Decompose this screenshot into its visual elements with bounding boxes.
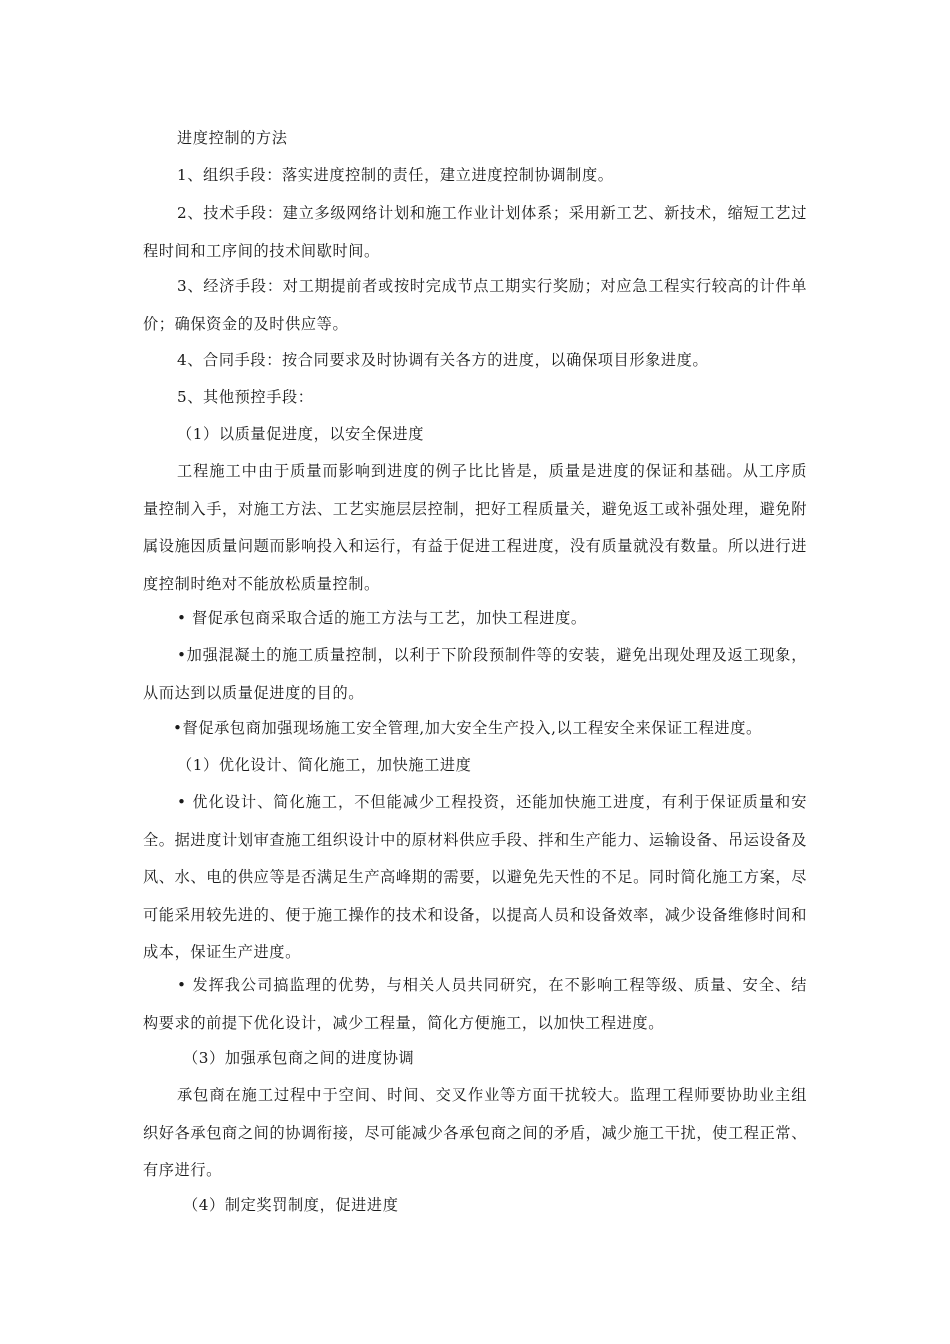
- subheading-contractor-coordination: （3）加强承包商之间的进度协调: [183, 1049, 415, 1067]
- bullet-optimize-design: • 优化设计、简化施工，不但能减少工程投资，还能加快施工进度，有利于保证质量和安全。据进度计划审查施工组织设计中的原材料供应手段、拌和生产能力、运输设备、吊运设备及风、水、电的供应等是否满足生产高峰期的需要，以避免先天性的不足。同时简化施工方案，尽可能采用较先进的、便于施工操作的技术和设备，以提高人员和设备效率，减少设备维修时间和成本，保证生产进度。: [143, 793, 807, 961]
- paragraph-organization: 1、组织手段：落实进度控制的责任，建立进度控制协调制度。: [177, 166, 614, 184]
- bullet-construction-method: • 督促承包商采取合适的施工方法与工艺，加快工程进度。: [177, 609, 587, 627]
- paragraph-other-measures: 5、其他预控手段：: [177, 388, 314, 406]
- subheading-quality-safety: （1）以质量促进度，以安全保进度: [177, 425, 425, 443]
- paragraph-technology: 2、技术手段：建立多级网络计划和施工作业计划体系；采用新工艺、新技术，缩短工艺过程时间和工序间的技术间歇时间。: [143, 204, 807, 260]
- subheading-optimize-design: （1）优化设计、简化施工，加快施工进度: [177, 756, 472, 774]
- paragraph-contractor-coordination: 承包商在施工过程中于空间、时间、交叉作业等方面干扰较大。监理工程师要协助业主组织好各承包商之间的协调衔接，尽可能减少各承包商之间的矛盾，减少施工干扰，使工程正常、有序进行。: [143, 1086, 807, 1179]
- section-heading: 进度控制的方法: [177, 129, 288, 147]
- paragraph-economic: 3、经济手段：对工期提前者或按时完成节点工期实行奖励；对应急工程实行较高的计件单价；确保资金的及时供应等。: [143, 277, 807, 333]
- bullet-company-advantage: • 发挥我公司搞监理的优势，与相关人员共同研究，在不影响工程等级、质量、安全、结构要求的前提下优化设计，减少工程量，简化方便施工，以加快工程进度。: [143, 976, 807, 1032]
- paragraph-contract: 4、合同手段：按合同要求及时协调有关各方的进度，以确保项目形象进度。: [177, 351, 709, 369]
- paragraph-quality-control: 工程施工中由于质量而影响到进度的例子比比皆是，质量是进度的保证和基础。从工序质量控制入手，对施工方法、工艺实施层层控制，把好工程质量关，避免返工或补强处理，避免附属设施因质量问题而影响投入和运行，有益于促进工程进度，没有质量就没有数量。所以进行进度控制时绝对不能放松质量控制。: [143, 462, 807, 593]
- bullet-concrete-quality: •加强混凝土的施工质量控制，以利于下阶段预制件等的安装，避免出现处理及返工现象，从而达到以质量促进度的目的。: [143, 646, 807, 702]
- bullet-safety-management: •督促承包商加强现场施工安全管理,加大安全生产投入,以工程安全来保证工程进度。: [173, 719, 762, 737]
- subheading-rewards-penalties: （4）制定奖罚制度，促进进度: [183, 1196, 399, 1214]
